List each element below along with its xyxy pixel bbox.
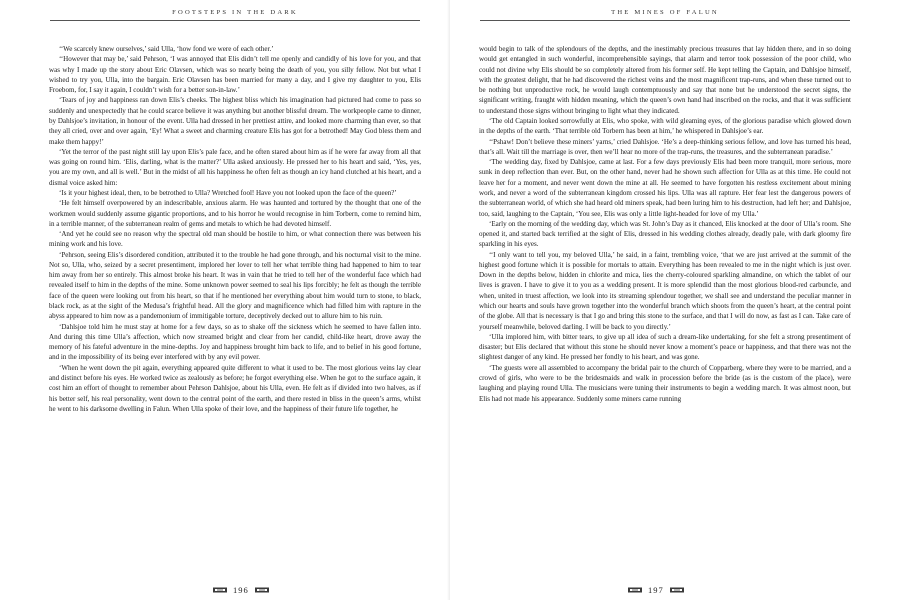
paragraph: ‘Dahlsjoe told him he must stay at home for a few days, so as to shake off the sickness which he seemed to have fallen into. And during this time Ulla’s affection, which now streamed bright and clear from her candid, child-like heart, drove away the memory of his fateful adventure in the mine-depths. Joy and happiness brought him back to life, and to belief in his good fortune, and in the impossibility of its being ever interfered with by any evil power.	[49, 322, 421, 362]
paragraph: ‘Pehrson, seeing Elis’s disordered condition, attributed it to the trouble he had gone through, and his nocturnal visit to the mine. Not so, Ulla, who, seized by a secret presentiment, implored her lover to tell her what terrible thing had happened to him to tear him away from her so entirely. This almost broke his heart. It was in vain that he tried to tell her of the wonderful face which had revealed itself to him in the depths of the mine. Some unknown power seemed to seal his lips forcibly; he felt as though the terrible face of the queen were looking out from his heart, so that if he mentioned her everything about him would turn to stone, to black, black rock, as at the sight of the Medusa’s frightful head. All the glory and magnificence which had filled him with rapture in the abyss appeared to him now as a pandemonium of immitigable torture, deceptively decked out to allure him to his ruin.	[49, 250, 421, 321]
header-rule-right	[480, 20, 850, 21]
paragraph: ‘Early on the morning of the wedding day, which was St. John’s Day as it chanced, Elis knocked at the door of Ulla’s room. She opened it, and started back terrified at the sight of Elis, dressed in his wedding clothes already, deadly pale, with dark gloomy fire sparkling in his eyes.	[479, 219, 851, 249]
ornament-left-icon	[628, 587, 642, 593]
paragraph: ‘Tears of joy and happiness ran down Elis’s cheeks. The highest bliss which his imagination had pictured had come to pass so suddenly and unexpectedly that he could scarce believe it was anything but another blissful dream. The workpeople came to dinner, by Dahlsjoe’s invitation, in honour of the event. Ulla had dressed in her prettiest attire, and looked more charming than ever, so that they all cried, over and over again, ‘Ey! What a sweet and charming creature Elis has got for a betrothed! May God bless them and make them happy!’	[49, 96, 421, 146]
paragraph: ‘‘We scarcely knew ourselves,’ said Ulla, ‘how fond we were of each other.’	[59, 45, 274, 53]
ornament-right-icon	[255, 587, 269, 593]
paragraph: ‘The wedding day, fixed by Dahlsjoe, came at last. For a few days previously Elis had been more tranquil, more serious, more sunk in deep reflection than ever. But, on the other hand, never had he shown such affection for Ulla as at this time. He could not leave her for a moment, and never went down the mine at all. He seemed to have forgotten his restless excitement about mining work, and never a word of the subterranean kingdom crossed his lips. Ulla was all rapture. Her fear lest the dangerous powers of the subterranean world, of which she had heard old miners speak, had been luring him to his destruction, had left her; and Dahlsjoe, too, said, laughing to the Captain, ‘You see, Elis was only a little light-headed for love of my Ulla.’	[479, 158, 851, 218]
page-number: 196	[233, 585, 249, 595]
ornament-left-icon	[213, 587, 227, 593]
body-text-right	[479, 44, 851, 572]
paragraph: would begin to talk of the splendours of the depths, and the inestimably precious treasures that lay hidden there, and in so doing would get entangled in such wonderful, incomprehensible sayings, that alarm and terror took possession of the poor child, who could not divine why Elis should be so completely altered from his former self. He kept telling the Captain, and Dahlsjoe himself, with the greatest delight, that he had discovered the richest veins and the most magnificent trap-runs, and when these turned out to be nothing but unproductive rock, he would laugh contemptuously and say that none but he understood the secret signs, the significant writing, fraught with hidden meaning, which the queen’s own hand had inscribed on the rocks, and that it was sufficient to understand those signs without bringing to light what they indicated.	[479, 45, 851, 115]
page-number: 197	[648, 585, 664, 595]
paragraph: ‘Yet the terror of the past night still lay upon Elis’s pale face, and he often stared about him as if he were far away from all that was going on round him. ‘Elis, darling, what is the matter?’ Ulla asked anxiously. He pressed her to his heart and said, ‘Yes, yes, you are my own, and all is well.’ But in the midst of all his happiness he often felt as though an icy hand clutched at his heart, and a dismal voice asked him:	[49, 147, 421, 187]
paragraph: ‘Is it your highest ideal, then, to be betrothed to Ulla? Wretched fool! Have you not looked upon the face of the queen?’	[59, 188, 397, 197]
paragraph: ‘The old Captain looked sorrowfully at Elis, who spoke, with wild gleaming eyes, of the glorious paradise which glowed down in the depths of the earth. ‘That terrible old Torbern has been at him,’ he whispered in Dahlsjoe’s ear.	[479, 116, 851, 136]
running-head-left: FOOTSTEPS IN THE DARK	[172, 9, 298, 16]
paragraph: ‘He felt himself overpowered by an indescribable, anxious alarm. He was haunted and tortured by the thought that one of the workmen would suddenly assume gigantic proportions, and to his horror he would recognise in him Torbern, come to remind him, in a terrible manner, of the subterranean realm of gems and metals to which he had devoted himself.	[49, 199, 421, 228]
paragraph: ‘And yet he could see no reason why the spectral old man should be hostile to him, or what connection there was between his mining work and his love.	[49, 230, 421, 249]
paragraph: ‘Ulla implored him, with bitter tears, to give up all idea of such a dream-like undertaking, for she felt a strong presentiment of disaster; but Elis declared that without this stone he should never know a moment’s peace or happiness, and that there was not the slightest danger of any kind. He pressed her fondly to his heart, and was gone.	[479, 332, 851, 362]
header-rule-left	[50, 20, 420, 21]
right-page	[450, 0, 900, 600]
paragraph: ‘‘Pshaw! Don’t believe these miners’ yarns,’ cried Dahlsjoe. ‘He’s a deep-thinking serious fellow, and love has turned his head, that’s all. Wait till the marriage is over, then we’ll hear no more of the trap-runs, the treasures, and the subterranean paradise.’	[479, 137, 851, 156]
paragraph: ‘When he went down the pit again, everything appeared quite different to what it used to be. The most glorious veins lay clear and distinct before his eyes. He worked twice as zealously as before; he forgot everything else. When he got to the surface again, it cost him an effort of thought to remember about Pehrson Dahlsjoe, about his Ulla, even. He felt as if divided into two halves, as if his better self, his real personality, went down to the central point of the earth, and there rested in bliss in the queen’s arms, whilst he went to his darksome dwelling in Falun. When Ulla spoke of their love, and the happiness of their future life together, he	[49, 363, 421, 413]
page-number-left	[213, 585, 269, 595]
running-head-right: THE MINES OF FALUN	[611, 9, 719, 16]
paragraph: ‘‘However that may be,’ said Pehrson, ‘I was annoyed that Elis didn’t tell me openly and candidly of his love for you, and that was why I made up the story about Eric Olavsen, which was so nearly being the death of you, you silly fellow. Not but what I wished to try you, Ulla, into the bargain. Eric Olavsen has been married for many a day, and I give my daughter to you, Elis Froebom, for, I say it again, I couldn’t wish for a better son-in-law.’	[49, 55, 421, 95]
page-number-right	[628, 585, 684, 595]
body-text-left	[49, 44, 421, 572]
ornament-right-icon	[670, 587, 684, 593]
paragraph: ‘‘I only want to tell you, my beloved Ulla,’ he said, in a faint, trembling voice, ‘that we are just arrived at the summit of the highest good fortune which it is possible for mortals to attain. Everything has been revealed to me in the night which is just over. Down in the depths below, hidden in chlorite and mica, lies the cherry-coloured sparkling almandine, on which the tablet of our lives is graven. I have to give it to you as a wedding present. It is more splendid than the most glorious blood-red carbuncle, and when, united in truest affection, we look into its streaming splendour together, we shall see and understand the peculiar manner in which our hearts and souls have grown together into the wonderful branch which shoots from the queen’s heart, at the central point of the globe. All that is necessary is that I go and bring this stone to the surface, and that I will do now, as fast as I can. Take care of yourself meanwhile, beloved darling. I will be back to you directly.’	[479, 250, 851, 331]
paragraph: ‘The guests were all assembled to accompany the bridal pair to the church of Copparberg, where they were to be married, and a crowd of girls, who were to be the bridesmaids and walk in procession before the bride (as is the custom of the place), were laughing and playing round Ulla. The musicians were tuning their instruments to begin a wedding march. It was almost noon, but Elis had not made his appearance. Suddenly some miners came running	[479, 363, 851, 403]
